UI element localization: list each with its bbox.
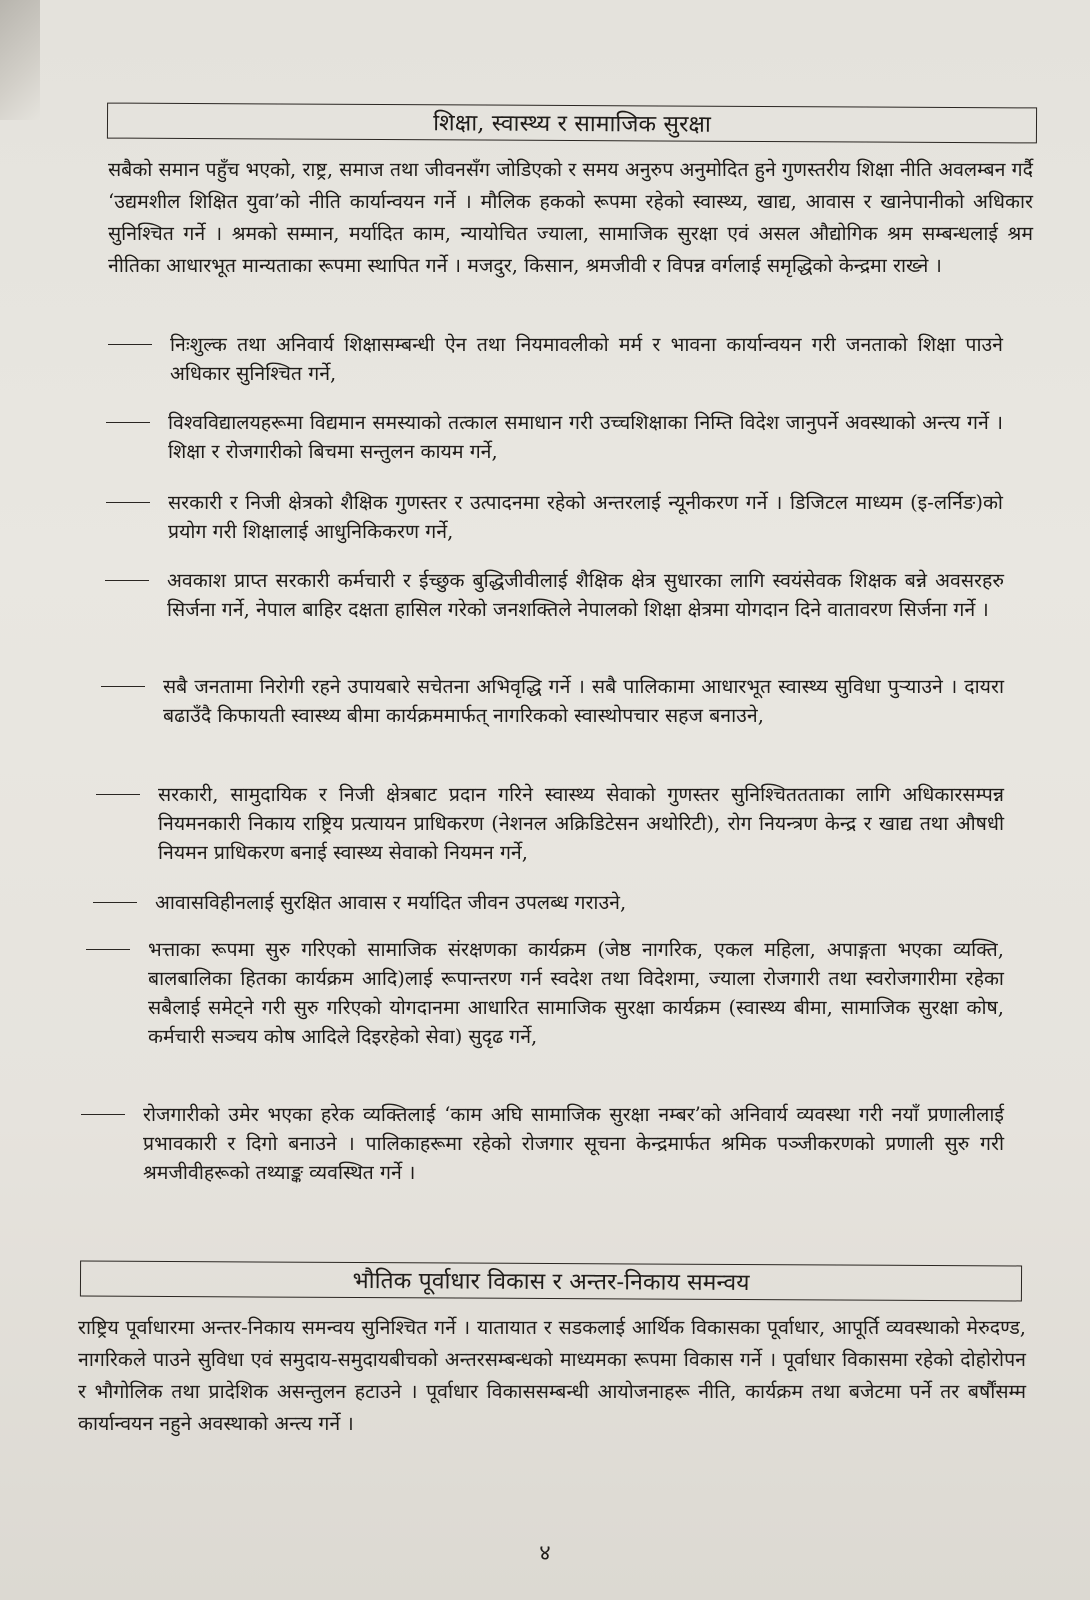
dash-marker (105, 566, 149, 581)
list-item-text: अवकाश प्राप्त सरकारी कर्मचारी र ईच्छुक बुद्धिजीवीलाई शैक्षिक क्षेत्र सुधारका लागि स्वयंसेवक शिक्षक बन्ने अवसरहरु सिर्जना गर्ने, नेपाल बाहिर दक्षता हासिल गरेको जनशक्तिले नेपालको शिक्षा क्षेत्रमा योगदान दिने वातावरण सिर्जना गर्ने । (167, 569, 1004, 621)
dash-marker (106, 408, 150, 423)
list-item (143, 1100, 1004, 1187)
list-item-text: निःशुल्क तथा अनिवार्य शिक्षासम्बन्धी ऐन तथा नियमावलीको मर्म र भावना कार्यान्वयन गरी जनताको शिक्षा पाउने अधिकार सुनिश्चित गर्ने, (170, 333, 1003, 385)
section-intro-paragraph: सबैको समान पहुँच भएको, राष्ट्र, समाज तथा जीवनसँग जोडिएको र समय अनुरुप अनुमोदित हुने गुणस्तरीय शिक्षा नीति अवलम्बन गर्दै ‘उद्यमशील शिक्षित युवा’को नीति कार्यान्वयन गर्ने । मौलिक हकको रूपमा रहेको स्वास्थ्य, खाद्य, आवास र खानेपानीको अधिकार सुनिश्चित गर्ने । श्रमको सम्मान, मर्यादित काम, न्यायोचित ज्याला, सामाजिक सुरक्षा एवं असल औद्योगिक श्रम सम्बन्धलाई श्रम नीतिका आधारभूत मान्यताका रूपमा स्थापित गर्ने । मजदुर, किसान, श्रमजीवी र विपन्न वर्गलाई समृद्धिको केन्द्रमा राख्ने । (108, 158, 1033, 277)
list-item (168, 408, 1003, 466)
dash-marker (86, 935, 130, 950)
list-item (167, 566, 1004, 624)
dash-marker (81, 1100, 125, 1115)
dash-marker (96, 780, 140, 795)
section-title-education-health: शिक्षा, स्वास्थ्य र सामाजिक सुरक्षा (107, 103, 1037, 144)
list-item-text: भत्ताका रूपमा सुरु गरिएको सामाजिक संरक्षणका कार्यक्रम (जेष्ठ नागरिक, एकल महिला, अपाङ्गता भएका व्यक्ति, बालबालिका हितका कार्यक्रम आदि)लाई रूपान्तरण गर्न स्वदेश तथा विदेशमा, ज्याला रोजगारी तथा स्वरोजगारीमा रहेका सबैलाई समेट्ने गरी सुरु गरिएको योगदानमा आधारित सामाजिक सुरक्षा कार्यक्रम (स्वास्थ्य बीमा, सामाजिक सुरक्षा कोष, कर्मचारी सञ्चय कोष आदिले दिइरहेको सेवा) सुदृढ गर्ने, (148, 938, 1004, 1048)
dash-marker (108, 330, 152, 345)
page-curl-shadow (0, 0, 40, 120)
section-intro-paragraph: राष्ट्रिय पूर्वाधारमा अन्तर-निकाय समन्वय सुनिश्चित गर्ने । यातायात र सडकलाई आर्थिक विकासका पूर्वाधार, आपूर्ति व्यवस्थाको मेरुदण्ड, नागरिकले पाउने सुविधा एवं समुदाय-समुदायबीचको अन्तरसम्बन्धको माध्यमका रूपमा विकास गर्ने । पूर्वाधार विकासमा रहेको दोहोरोपन र भौगोलिक तथा प्रादेशिक असन्तुलन हटाउने । पूर्वाधार विकाससम्बन्धी आयोजनाहरू नीति, कार्यक्रम तथा बजेटमा पर्ने तर बर्षौंसम्म कार्यान्वयन नहुने अवस्थाको अन्त्य गर्ने । (78, 1316, 1026, 1435)
list-item (163, 672, 1004, 730)
list-item-text: रोजगारीको उमेर भएका हरेक व्यक्तिलाई ‘काम अघि सामाजिक सुरक्षा नम्बर’को अनिवार्य व्यवस्था गरी नयाँ प्रणालीलाई प्रभावकारी र दिगो बनाउने । पालिकाहरूमा रहेको रोजगार सूचना केन्द्रमार्फत श्रमिक पञ्जीकरणको प्रणाली सुरु गरी श्रमजीवीहरूको तथ्याङ्क व्यवस्थित गर्ने । (143, 1103, 1004, 1184)
section-title-infrastructure: भौतिक पूर्वाधार विकास र अन्तर-निकाय समन्वय (80, 1261, 1022, 1302)
dash-marker (93, 888, 137, 903)
dash-marker (106, 488, 150, 503)
list-item (168, 488, 1003, 546)
list-item-text: सबै जनतामा निरोगी रहने उपायबारे सचेतना अभिवृद्धि गर्ने । सबै पालिकामा आधारभूत स्वास्थ्य सुविधा पुऱ्याउने । दायरा बढाउँदै किफायती स्वास्थ्य बीमा कार्यक्रममार्फत् नागरिकको स्वास्थोपचार सहज बनाउने, (163, 675, 1004, 727)
list-item (158, 780, 1004, 867)
list-item-text: आवासविहीनलाई सुरक्षित आवास र मर्यादित जीवन उपलब्ध गराउने, (155, 891, 627, 914)
dash-marker (101, 672, 145, 687)
list-item-text: विश्वविद्यालयहरूमा विद्यमान समस्याको तत्काल समाधान गरी उच्चशिक्षाका निम्ति विदेश जानुपर्ने अवस्थाको अन्त्य गर्ने । शिक्षा र रोजगारीको बिचमा सन्तुलन कायम गर्ने, (168, 411, 1003, 463)
list-item-text: सरकारी, सामुदायिक र निजी क्षेत्रबाट प्रदान गरिने स्वास्थ्य सेवाको गुणस्तर सुनिश्चिततताका लागि अधिकारसम्पन्न नियमनकारी निकाय राष्ट्रिय प्रत्यायन प्राधिकरण (नेशनल अक्रिडिटेसन अथोरिटी), रोग नियन्त्रण केन्द्र र खाद्य तथा औषधी नियमन प्राधिकरण बनाई स्वास्थ्य सेवाको नियमन गर्ने, (158, 783, 1004, 864)
list-item (170, 330, 1003, 388)
list-item-text: सरकारी र निजी क्षेत्रको शैक्षिक गुणस्तर र उत्पादनमा रहेको अन्तरलाई न्यूनीकरण गर्ने । डिजिटल माध्यम (इ-लर्निङ)को प्रयोग गरी शिक्षालाई आधुनिकिकरण गर्ने, (168, 491, 1003, 543)
list-item (148, 935, 1004, 1051)
list-item (155, 888, 1004, 917)
page-number: ४ (539, 1541, 551, 1566)
